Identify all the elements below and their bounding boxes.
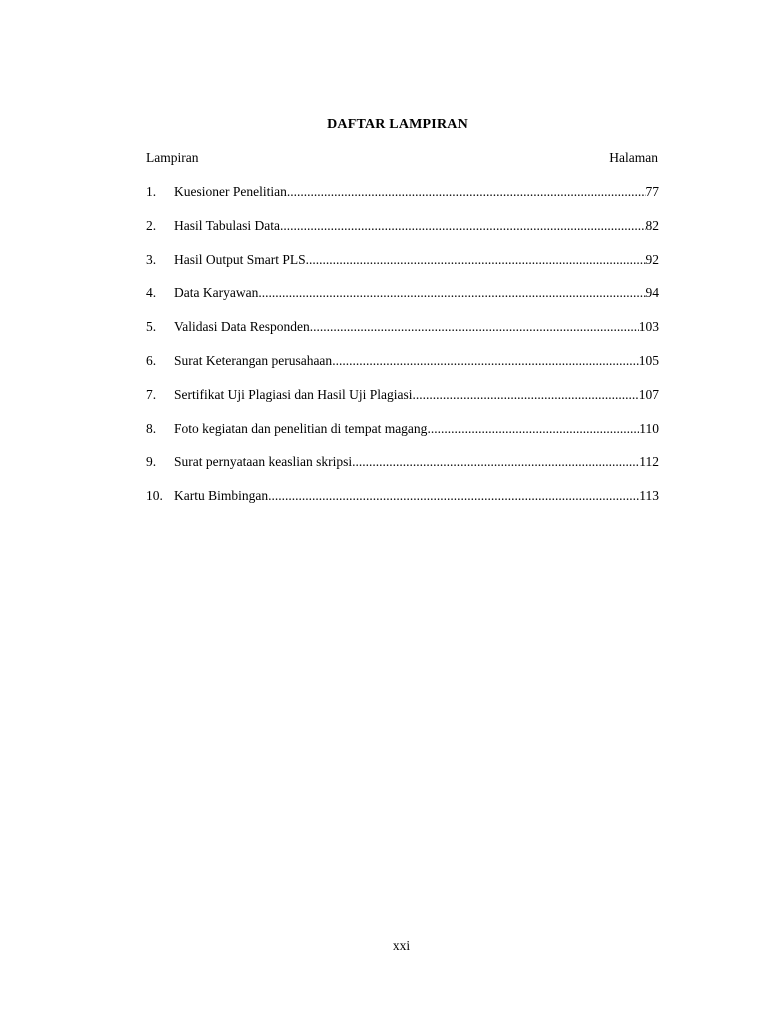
dot-leader: [310, 319, 639, 335]
item-title: Surat pernyataan keaslian skripsi: [174, 454, 353, 470]
item-page: 92: [645, 251, 659, 267]
page-number: xxi: [392, 938, 411, 953]
list-item: [146, 454, 659, 488]
item-number: 1.: [146, 184, 157, 199]
dot-leader: [280, 218, 645, 234]
item-page: 112: [639, 454, 659, 470]
dot-leader: [427, 421, 639, 437]
list-item: [146, 184, 659, 218]
item-number: 2.: [146, 217, 157, 233]
list-item: [146, 488, 659, 522]
item-title: Sertifikat Uji Plagiasi dan Hasil Uji Plagiasi: [174, 386, 413, 402]
dot-leader: [258, 285, 645, 301]
item-title: Kuesioner Penelitian: [174, 184, 287, 199]
item-page: 77: [645, 184, 659, 199]
item-title: Data Karyawan: [174, 285, 259, 301]
item-number: 6.: [146, 352, 157, 368]
item-title: Hasil Output Smart PLS: [174, 251, 306, 267]
list-item: [146, 319, 659, 353]
column-header-lampiran: Lampiran: [146, 150, 199, 165]
list-item: [146, 285, 659, 319]
item-number: 3.: [146, 251, 157, 267]
item-page: 105: [638, 352, 659, 368]
dot-leader: [268, 488, 639, 504]
appendix-list: [146, 184, 659, 522]
item-title: Hasil Tabulasi Data: [174, 217, 281, 233]
list-item: [146, 387, 659, 421]
item-page: 113: [639, 488, 659, 504]
item-number: 9.: [146, 454, 157, 470]
column-header-halaman: Halaman: [609, 150, 658, 165]
item-number: 7.: [146, 386, 157, 402]
list-item: [146, 421, 659, 455]
document-title: DAFTAR LAMPIRAN: [327, 117, 468, 132]
item-page: 94: [645, 285, 659, 301]
dot-leader: [412, 387, 638, 403]
item-page: 82: [645, 217, 659, 233]
item-page: 110: [639, 420, 659, 436]
item-number: 5.: [146, 319, 157, 335]
list-item: [146, 252, 659, 286]
dot-leader: [306, 252, 646, 268]
item-title: Surat Keterangan perusahaan: [174, 352, 333, 368]
item-number: 10.: [146, 488, 163, 504]
dot-leader: [332, 353, 639, 369]
item-title: Foto kegiatan dan penelitian di tempat magang: [174, 420, 428, 436]
item-title: Validasi Data Responden: [174, 319, 310, 335]
list-item: [146, 218, 659, 252]
item-page: 107: [638, 386, 659, 402]
dot-leader: [287, 184, 646, 200]
dot-leader: [352, 454, 639, 470]
item-page: 103: [638, 319, 659, 335]
column-headers: [146, 150, 658, 166]
list-item: [146, 353, 659, 387]
item-title: Kartu Bimbingan: [174, 488, 269, 504]
item-number: 4.: [146, 285, 157, 301]
item-number: 8.: [146, 420, 157, 436]
